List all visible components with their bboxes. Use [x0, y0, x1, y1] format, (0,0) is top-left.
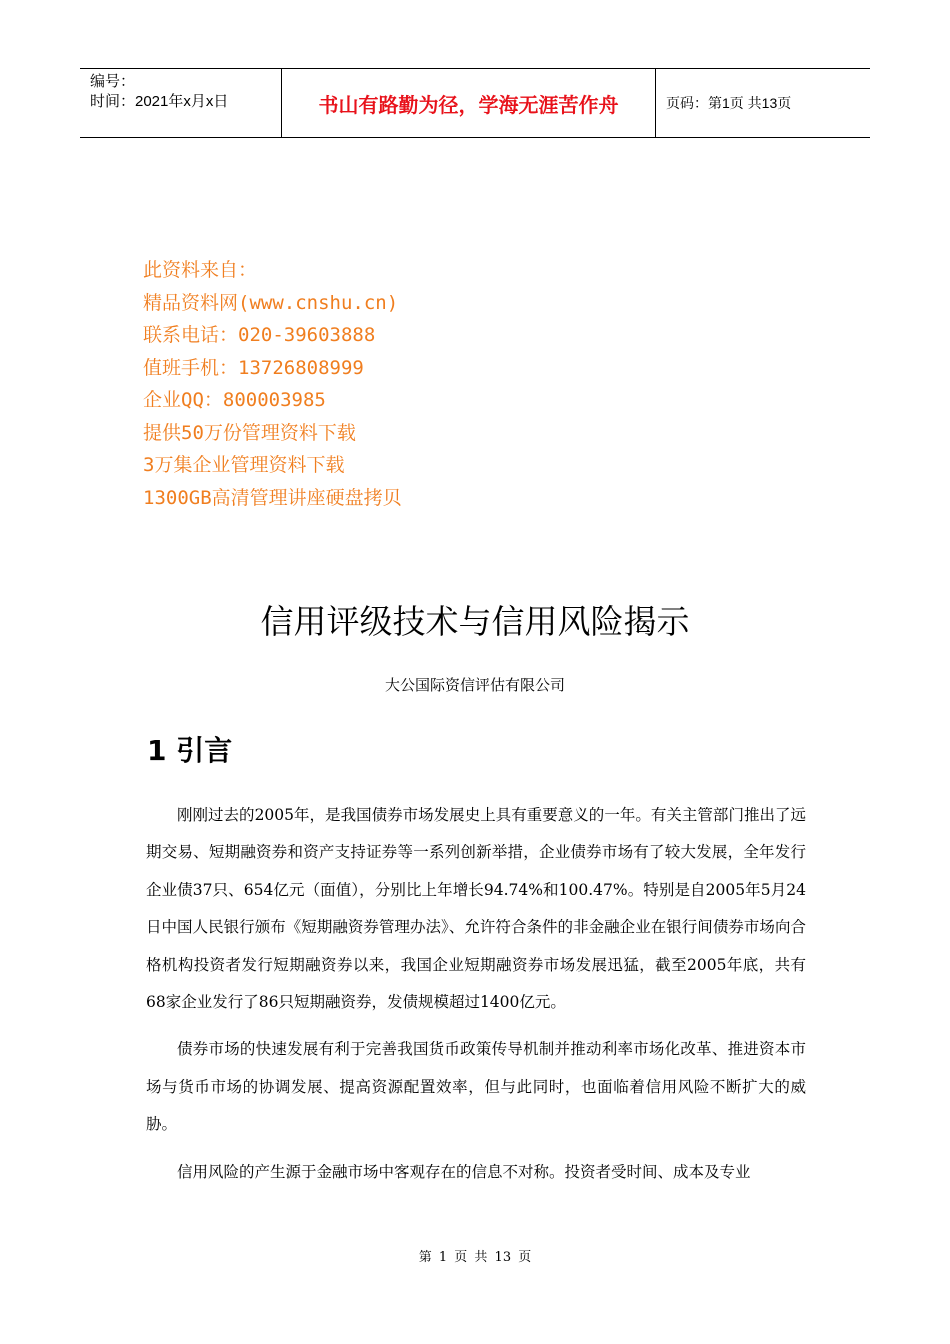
paragraph: 刚刚过去的2005年，是我国债券市场发展史上具有重要意义的一年。有关主管部门推出了远期交易、短期融资券和资产支持证券等一系列创新举措，企业债券市场有了较大发展，全年发行企业债37只、654亿元（面值），分别比上年增长94.74%和100.47%。特别是自2005年5月24日中国人民银行颁布《短期融资券管理办法》、允许符合条件的非金融企业在银行间债券市场向合格机构投资者发行短期融资券以来，我国企业短期融资券市场发展迅猛，截至2005年底，共有68家企业发行了86只短期融资券，发债规模超过1400亿元。	[146, 806, 806, 1012]
promo-line: 企业QQ：800003985	[143, 389, 326, 411]
section-heading: 1 引言	[147, 734, 233, 767]
page-info: 页码：第1页 共13页	[666, 95, 792, 111]
promo-line: 联系电话：020-39603888	[143, 324, 376, 346]
paragraph: 信用风险的产生源于金融市场中客观存在的信息不对称。投资者受时间、成本及专业	[177, 1162, 751, 1181]
motto-text: 书山有路勤为径，学海无涯苦作舟	[318, 92, 619, 117]
paragraph: 债券市场的快速发展有利于完善我国货币政策传导机制并推动利率市场化改革、推进资本市场与货币市场的协调发展、提高资源配置效率，但与此同时，也面临着信用风险不断扩大的威胁。	[146, 1040, 806, 1134]
header-page-cell	[656, 69, 870, 137]
promo-line: 精品资料网(www.cnshu.cn)	[143, 291, 399, 314]
page-footer: 第 1 页 共 13 页	[418, 1250, 532, 1265]
document-author: 大公国际资信评估有限公司	[384, 676, 565, 694]
header-motto-cell	[282, 69, 656, 137]
number-label: 编号：	[90, 73, 136, 90]
promo-line: 提供50万份管理资料下载	[143, 421, 356, 444]
promo-line: 3万集企业管理资料下载	[143, 454, 345, 476]
promo-line: 值班手机：13726808999	[143, 356, 364, 379]
promo-line: 1300GB高清管理讲座硬盘拷贝	[143, 486, 402, 509]
promo-line: 此资料来自：	[143, 259, 258, 281]
body-text	[146, 797, 806, 1201]
header-table	[80, 68, 870, 138]
document-title: 信用评级技术与信用风险揭示	[260, 602, 690, 641]
header-meta-cell	[80, 69, 282, 137]
date-label: 时间：2021年x月x日	[90, 93, 229, 110]
promo-block	[143, 254, 402, 514]
